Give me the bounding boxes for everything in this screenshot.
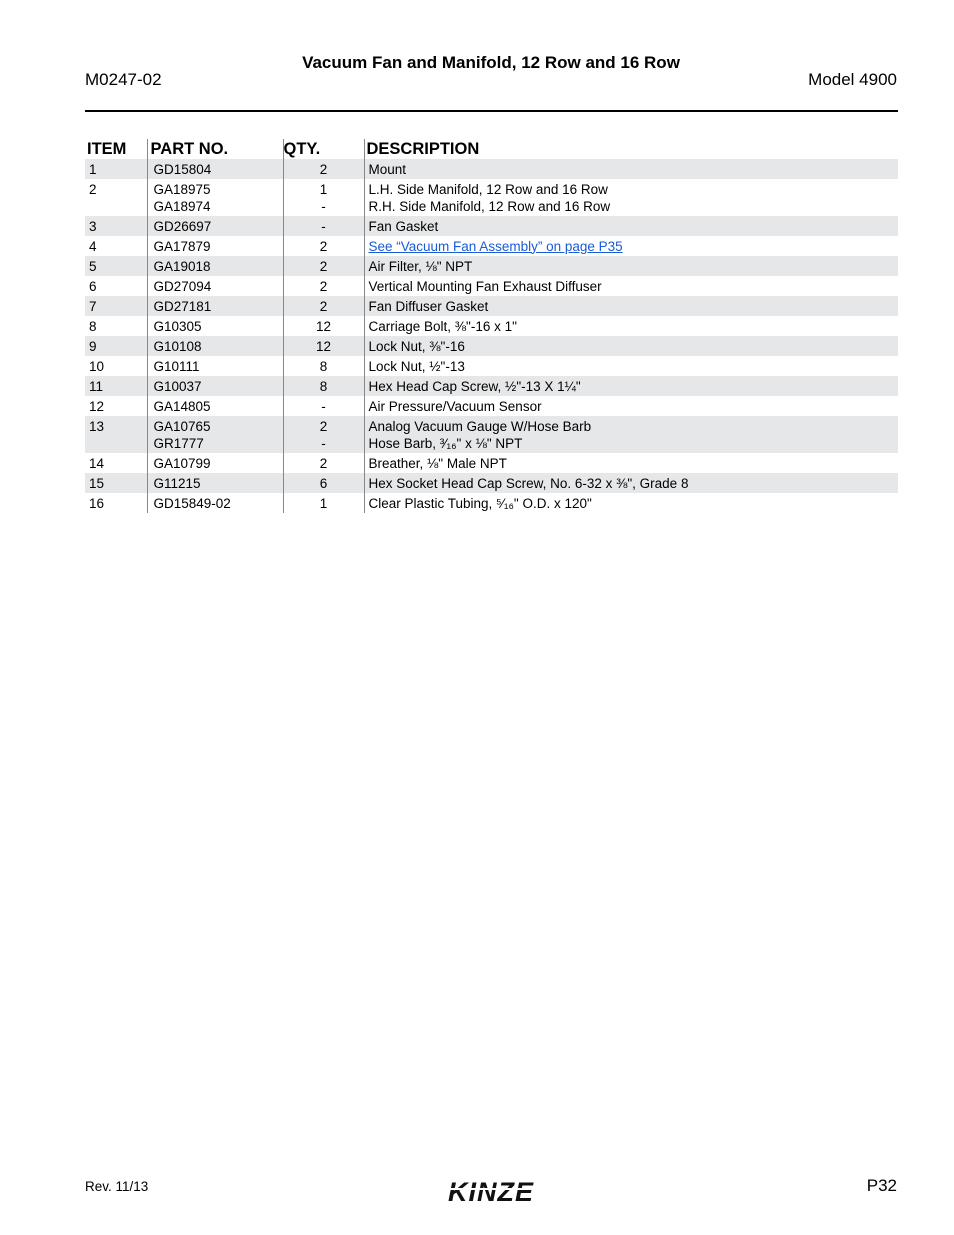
table-row: [85, 336, 898, 356]
part-number: G11215: [153, 475, 201, 491]
description-cell: [364, 179, 898, 216]
part-number: GA17879: [153, 238, 211, 254]
quantity: 12: [315, 318, 332, 334]
quantity-cell: [283, 376, 364, 396]
description: Hose Barb, ³⁄₁₆" x ⅛" NPT: [368, 435, 523, 451]
item-number: 16: [89, 495, 105, 511]
part-number: GD15849-02: [153, 495, 231, 511]
item-number: 2: [89, 181, 97, 197]
quantity: 1: [319, 181, 328, 197]
part-number: GA10799: [153, 455, 211, 471]
column-header-item: ITEM: [87, 140, 127, 158]
part-number-cell: [147, 416, 283, 453]
description: Lock Nut, ⅜"-16: [368, 338, 465, 354]
quantity-cell: [283, 356, 364, 376]
part-number-cell: [147, 376, 283, 396]
part-number: GR1777: [153, 435, 204, 451]
description-cell: [364, 473, 898, 493]
quantity-cell: [283, 453, 364, 473]
column-header-qty: QTY.: [283, 139, 364, 159]
description-cell: [364, 493, 898, 513]
quantity-cell: [283, 159, 364, 179]
part-number: G10108: [153, 338, 202, 354]
item-number: 9: [85, 336, 147, 356]
model-label: Model 4900: [808, 70, 897, 89]
part-number-cell: [147, 276, 283, 296]
description-cell: [364, 216, 898, 236]
table-row: [85, 159, 898, 179]
table-row: [85, 416, 898, 453]
table-row: [85, 179, 898, 216]
table-row: [85, 276, 898, 296]
description: Analog Vacuum Gauge W/Hose Barb: [368, 418, 592, 434]
description: Hex Head Cap Screw, ½"-13 X 1¼": [368, 378, 581, 394]
quantity-cell: [283, 179, 364, 216]
part-number: G10305: [153, 318, 202, 334]
quantity-cell: [283, 236, 364, 256]
description: Air Filter, ⅛" NPT: [368, 258, 473, 274]
parts-table-body: [85, 159, 898, 513]
logo-wordmark: KINZE: [448, 1177, 534, 1206]
description: Vertical Mounting Fan Exhaust Diffuser: [368, 278, 602, 294]
quantity: 8: [319, 378, 328, 394]
description: Fan Diffuser Gasket: [368, 298, 489, 314]
quantity: 2: [319, 455, 328, 471]
part-number: GD15804: [153, 161, 212, 177]
part-number: GD27181: [153, 298, 212, 314]
table-row: [85, 316, 898, 336]
quantity: -: [321, 218, 326, 234]
description-cell: [364, 453, 898, 473]
table-row: [85, 296, 898, 316]
item-number: 15: [85, 473, 147, 493]
header-divider: [85, 110, 898, 112]
table-row: [85, 396, 898, 416]
part-number: GA14805: [153, 398, 211, 414]
revision-label: Rev. 11/13: [85, 1179, 149, 1194]
quantity-cell: [283, 296, 364, 316]
table-header-row: [85, 139, 898, 159]
quantity-cell: [283, 316, 364, 336]
quantity: -: [321, 198, 326, 214]
part-number: GA18974: [153, 198, 211, 214]
part-number: GA19018: [153, 258, 211, 274]
description-cell: [364, 159, 898, 179]
item-number: 7: [85, 296, 147, 316]
quantity-cell: [283, 256, 364, 276]
quantity-cell: [283, 216, 364, 236]
quantity: 2: [319, 238, 328, 254]
part-number-cell: [147, 396, 283, 416]
item-number: 1: [85, 159, 147, 179]
part-number: GD26697: [153, 218, 212, 234]
document-number: M0247-02: [85, 70, 162, 89]
quantity: -: [321, 435, 326, 451]
quantity-cell: [283, 336, 364, 356]
quantity: 2: [319, 418, 328, 434]
part-number: GD27094: [153, 278, 212, 294]
description-cell: [364, 356, 898, 376]
table-row: [85, 256, 898, 276]
item-number: 5: [85, 256, 147, 276]
part-number: G10037: [153, 378, 202, 394]
table-row: [85, 473, 898, 493]
table-row: [85, 356, 898, 376]
part-number-cell: [147, 236, 283, 256]
table-row: [85, 236, 898, 256]
quantity: 2: [319, 258, 328, 274]
quantity-cell: [283, 416, 364, 453]
part-number-cell: [147, 216, 283, 236]
description: L.H. Side Manifold, 12 Row and 16 Row: [368, 181, 608, 197]
quantity-cell: [283, 396, 364, 416]
description: Fan Gasket: [368, 218, 439, 234]
item-number: 6: [89, 278, 97, 294]
item-number: 10: [89, 358, 105, 374]
page-title: Vacuum Fan and Manifold, 12 Row and 16 Row: [302, 53, 680, 72]
part-number-cell: [147, 179, 283, 216]
quantity: 1: [319, 495, 328, 511]
item-number: 11: [85, 376, 147, 396]
part-number-cell: [147, 336, 283, 356]
quantity: 6: [319, 475, 328, 491]
item-number: 13: [85, 416, 147, 453]
quantity: 2: [319, 161, 328, 177]
part-number: GA18975: [153, 181, 211, 197]
cross-reference-link[interactable]: See “Vacuum Fan Assembly” on page P35: [368, 238, 623, 254]
quantity: 2: [319, 298, 328, 314]
part-number-cell: [147, 316, 283, 336]
description-cell: [364, 316, 898, 336]
description: Clear Plastic Tubing, ⁵⁄₁₆" O.D. x 120": [368, 495, 592, 511]
item-number: 3: [85, 216, 147, 236]
description: Lock Nut, ½"-13: [368, 358, 465, 374]
quantity: -: [321, 398, 326, 414]
table-row: [85, 453, 898, 473]
parts-table: [85, 139, 898, 513]
description: Breather, ⅛" Male NPT: [368, 455, 507, 471]
description-cell: [364, 336, 898, 356]
column-header-part-no: PART NO.: [147, 139, 283, 159]
page-number: P32: [866, 1176, 897, 1195]
quantity: 8: [319, 358, 328, 374]
column-header-description: DESCRIPTION: [364, 139, 898, 159]
description-cell: [364, 276, 898, 296]
item-number: 8: [89, 318, 97, 334]
part-number-cell: [147, 473, 283, 493]
description-cell: [364, 256, 898, 276]
description-cell: [364, 376, 898, 396]
item-number: 14: [89, 455, 105, 471]
description-cell: [364, 396, 898, 416]
quantity: 2: [319, 278, 328, 294]
part-number-cell: [147, 453, 283, 473]
description: Mount: [368, 161, 407, 177]
part-number-cell: [147, 493, 283, 513]
part-number: G10111: [153, 358, 200, 374]
quantity: 12: [315, 338, 332, 354]
part-number-cell: [147, 356, 283, 376]
item-number: 4: [89, 238, 97, 254]
description-cell: [364, 236, 898, 256]
table-row: [85, 493, 898, 513]
quantity-cell: [283, 473, 364, 493]
table-row: [85, 216, 898, 236]
description: Hex Socket Head Cap Screw, No. 6-32 x ⅜", Grade 8: [368, 475, 689, 491]
item-number: 12: [89, 398, 105, 414]
description-cell: [364, 296, 898, 316]
description: R.H. Side Manifold, 12 Row and 16 Row: [368, 198, 611, 214]
kinze-logo: [430, 1176, 552, 1206]
description: Air Pressure/Vacuum Sensor: [368, 398, 542, 414]
part-number-cell: [147, 296, 283, 316]
part-number-cell: [147, 159, 283, 179]
description: Carriage Bolt, ⅜"-16 x 1": [368, 318, 517, 334]
quantity-cell: [283, 276, 364, 296]
quantity-cell: [283, 493, 364, 513]
part-number-cell: [147, 256, 283, 276]
description-cell: [364, 416, 898, 453]
table-row: [85, 376, 898, 396]
part-number: GA10765: [153, 418, 211, 434]
